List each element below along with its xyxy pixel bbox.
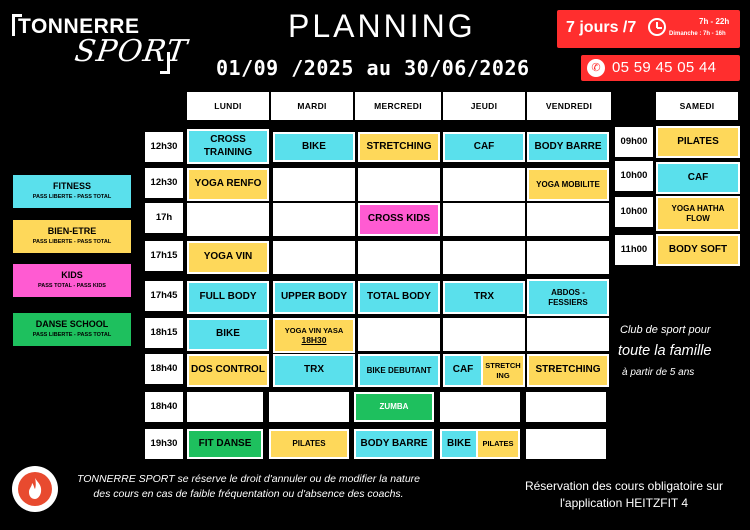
logo-bracket bbox=[160, 52, 170, 74]
legend-name: BIEN-ETRE bbox=[47, 226, 97, 236]
time-slot: 19h30 bbox=[146, 430, 182, 458]
promo-line1: Club de sport pour bbox=[620, 324, 711, 336]
saturday-time-slot: 11h00 bbox=[616, 236, 652, 264]
saturday-time-slot: 10h00 bbox=[616, 198, 652, 226]
class-cell[interactable]: TRX bbox=[274, 355, 354, 386]
class-cell[interactable]: YOGA RENFO bbox=[188, 169, 268, 200]
legend-sub: PASS LIBERTE - PASS TOTAL bbox=[32, 332, 112, 338]
class-cell[interactable]: YOGA MOBILITE bbox=[528, 169, 608, 200]
class-cell[interactable]: BODY BARRE bbox=[528, 133, 608, 161]
class-cell[interactable]: CAF bbox=[444, 133, 524, 161]
class-cell[interactable]: BIKE bbox=[441, 430, 477, 458]
flame-logo-icon bbox=[12, 466, 58, 512]
empty-cell bbox=[359, 169, 439, 200]
empty-cell bbox=[359, 319, 439, 350]
saturday-class[interactable]: CAF bbox=[657, 163, 739, 193]
time-slot: 12h30 bbox=[146, 133, 182, 161]
class-cell[interactable]: FULL BODY bbox=[188, 282, 268, 313]
saturday-class[interactable]: PILATES bbox=[657, 127, 739, 157]
class-cell[interactable]: CROSS TRAINING bbox=[188, 130, 268, 163]
brand-line1: TONNERRE bbox=[18, 15, 140, 38]
class-cell[interactable]: BODY BARRE bbox=[355, 430, 433, 458]
empty-cell bbox=[188, 204, 268, 235]
day-header-lundi: LUNDI bbox=[188, 93, 268, 119]
saturday-class[interactable]: BODY SOFT bbox=[657, 235, 739, 265]
time-slot: 17h15 bbox=[146, 242, 182, 270]
empty-cell bbox=[274, 204, 354, 235]
phone-icon: ✆ bbox=[587, 59, 605, 77]
season-dates: 01/09 /2025 au 30/06/2026 bbox=[216, 56, 530, 80]
saturday-time-slot: 09h00 bbox=[616, 128, 652, 156]
day-header-mardi: MARDI bbox=[272, 93, 352, 119]
flame-icon bbox=[18, 472, 52, 506]
class-cell[interactable]: FIT DANSE bbox=[188, 430, 262, 458]
legend-sub: PASS LIBERTE - PASS TOTAL bbox=[32, 239, 112, 245]
day-header-vendredi: VENDREDI bbox=[528, 93, 610, 119]
legend-bien-etre bbox=[13, 220, 131, 253]
legend-sub: PASS TOTAL - PASS KIDS bbox=[38, 283, 106, 289]
empty-cell bbox=[444, 242, 524, 273]
class-cell[interactable]: BIKE DEBUTANT bbox=[359, 355, 439, 386]
opening-hours-sunday: Dimanche : 7h - 16h bbox=[669, 31, 726, 37]
empty-cell bbox=[274, 242, 354, 273]
class-cell[interactable]: PILATES bbox=[270, 430, 348, 458]
empty-cell bbox=[527, 393, 605, 421]
day-header-jeudi: JEUDI bbox=[444, 93, 524, 119]
class-cell[interactable]: TOTAL BODY bbox=[359, 282, 439, 313]
class-cell[interactable]: ABDOS - FESSIERS bbox=[528, 280, 608, 315]
empty-cell bbox=[528, 204, 608, 235]
legend-name: DANSE SCHOOL bbox=[35, 319, 109, 329]
promo-line3: à partir de 5 ans bbox=[622, 367, 695, 378]
legend-danse-school bbox=[13, 313, 131, 346]
empty-cell bbox=[444, 169, 524, 200]
saturday-time-slot: 10h00 bbox=[616, 162, 652, 190]
clock-icon bbox=[648, 18, 666, 36]
opening-hours bbox=[557, 10, 740, 48]
legend-sub: PASS LIBERTE - PASS TOTAL bbox=[32, 194, 112, 200]
day-header-mercredi: MERCREDI bbox=[356, 93, 440, 119]
class-cell[interactable]: BIKE bbox=[188, 319, 268, 350]
flame-glyph bbox=[18, 472, 52, 506]
empty-cell bbox=[274, 169, 354, 200]
phone-number[interactable]: 05 59 45 05 44 bbox=[612, 59, 717, 76]
empty-cell bbox=[528, 242, 608, 273]
legend-name: KIDS bbox=[61, 270, 83, 280]
empty-cell bbox=[188, 393, 262, 421]
empty-cell bbox=[359, 242, 439, 273]
class-time: 18H30 bbox=[301, 334, 327, 345]
class-cell[interactable]: YOGA VIN bbox=[188, 242, 268, 273]
class-cell[interactable]: TRX bbox=[444, 282, 524, 313]
empty-cell bbox=[270, 393, 348, 421]
time-slot: 17h45 bbox=[146, 282, 182, 310]
class-name: YOGA VIN YASA bbox=[284, 325, 344, 335]
time-slot: 18h40 bbox=[146, 393, 182, 421]
class-cell[interactable]: DOS CONTROL bbox=[188, 355, 268, 386]
phone-box[interactable] bbox=[581, 55, 740, 81]
class-cell[interactable]: BIKE bbox=[274, 133, 354, 161]
empty-cell bbox=[528, 319, 608, 350]
class-cell[interactable]: STRETCHING bbox=[359, 133, 439, 161]
class-cell[interactable]: STRETCHING bbox=[482, 355, 524, 386]
day-header-samedi: SAMEDI bbox=[657, 93, 737, 119]
class-cell[interactable]: CROSS KIDS bbox=[359, 204, 439, 235]
time-slot: 18h40 bbox=[146, 355, 182, 383]
class-cell[interactable]: STRETCHING bbox=[528, 355, 608, 386]
disclaimer: TONNERRE SPORT se réserve le droit d'annuler ou de modifier la nature des cours en cas de faible fréquentation ou d'absence des coachs. bbox=[76, 473, 421, 500]
brand-line2: SPORT bbox=[72, 34, 190, 69]
class-cell[interactable]: ZUMBA bbox=[355, 393, 433, 421]
legend-kids bbox=[13, 264, 131, 297]
page-title: PLANNING bbox=[288, 8, 476, 44]
empty-cell bbox=[444, 319, 524, 350]
time-slot: 12h30 bbox=[146, 169, 182, 197]
class-cell[interactable]: UPPER BODY bbox=[274, 282, 354, 313]
legend-name: FITNESS bbox=[52, 181, 91, 191]
time-slot: 17h bbox=[146, 204, 182, 232]
opening-hours-week: 7h - 22h bbox=[699, 17, 730, 26]
booking-notice: Réservation des cours obligatoire sur l'application HEITZFIT 4 bbox=[524, 479, 724, 511]
class-cell[interactable] bbox=[274, 319, 354, 352]
empty-cell bbox=[441, 393, 519, 421]
empty-cell bbox=[444, 204, 524, 235]
time-slot: 18h15 bbox=[146, 319, 182, 347]
class-cell[interactable]: CAF bbox=[444, 355, 482, 386]
opening-days: 7 jours /7 bbox=[566, 19, 637, 36]
saturday-class[interactable]: YOGA HATHA FLOW bbox=[657, 197, 739, 230]
class-cell[interactable]: PILATES bbox=[477, 430, 519, 458]
empty-cell bbox=[527, 430, 605, 458]
promo-line2: toute la famille bbox=[618, 343, 712, 359]
legend-fitness bbox=[13, 175, 131, 208]
